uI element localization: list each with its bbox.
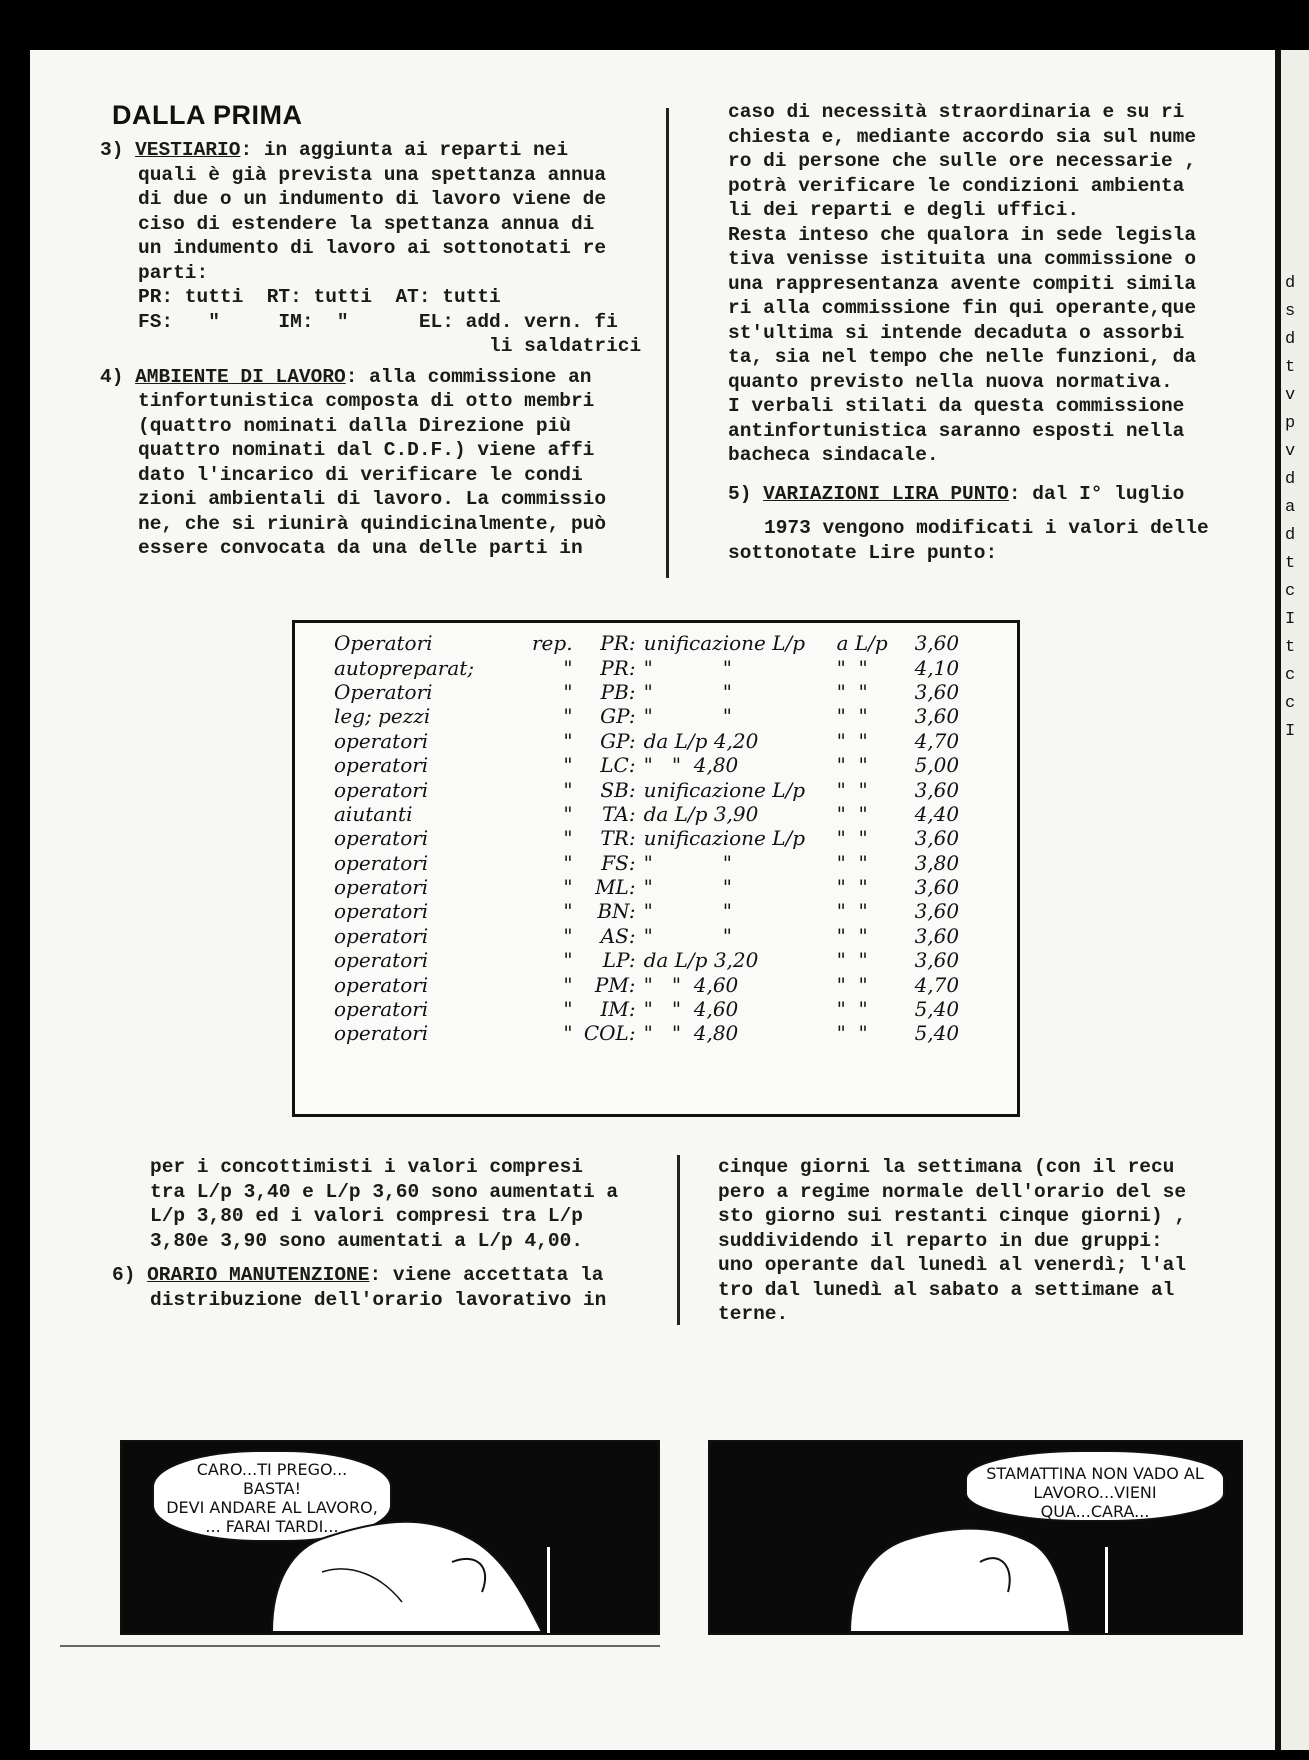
rate-row bbox=[330, 851, 979, 875]
rate-rep: " bbox=[563, 753, 573, 778]
rate-to: " " bbox=[836, 655, 868, 680]
text-line: zioni ambientali di lavoro. La commissio bbox=[138, 488, 607, 510]
text-line: essere convocata da una delle parti in bbox=[138, 537, 583, 559]
rate-value: 3,60 bbox=[914, 704, 960, 729]
rate-rep: " bbox=[563, 826, 573, 851]
rate-category: operatori bbox=[334, 728, 429, 753]
rate-category: operatori bbox=[334, 777, 429, 802]
text-line: potrà verificare le condizioni ambienta bbox=[728, 174, 1185, 197]
rate-category: operatori bbox=[334, 899, 429, 924]
rate-category: operatori bbox=[334, 826, 429, 851]
rate-dept-code: ML: bbox=[595, 875, 636, 900]
rate-dept-code: TR: bbox=[600, 826, 636, 851]
rate-rep: " bbox=[563, 704, 573, 729]
rate-to: " " bbox=[836, 704, 868, 729]
rate-row bbox=[330, 655, 979, 679]
text-line: ciso di estendere la spettanza annua di bbox=[138, 212, 595, 235]
rate-dept-code: PM: bbox=[594, 972, 636, 997]
right-column-top bbox=[728, 100, 1248, 565]
rate-category: leg; pezzi bbox=[334, 704, 431, 729]
comic-panel-right bbox=[708, 1440, 1243, 1635]
rate-to: " " bbox=[836, 1021, 868, 1046]
sec3-body bbox=[100, 163, 660, 359]
rate-rep: " bbox=[563, 1021, 573, 1046]
text-line: ro di persone che sulle ore necessarie , bbox=[728, 150, 1197, 172]
rate-from: " " 4,60 bbox=[643, 997, 739, 1022]
rate-to: " " bbox=[836, 899, 868, 924]
rate-row bbox=[330, 948, 979, 972]
rate-value: 3,60 bbox=[914, 923, 960, 948]
rate-category: operatori bbox=[334, 850, 429, 875]
speech-bubble-left: CARO...TI PREGO... BASTA! DEVI ANDARE AL LAVORO, ... FARAI TARDI... bbox=[152, 1450, 392, 1542]
rate-dept-code: FS: bbox=[601, 850, 636, 875]
text-line: uno operante dal lunedì al venerdì; l'al bbox=[718, 1254, 1187, 1276]
text-line: quattro nominati dal C.D.F.) viene affi bbox=[138, 439, 595, 461]
rate-from: da L/p 3,90 bbox=[643, 801, 759, 826]
rate-dept-code: IM: bbox=[600, 997, 636, 1022]
rate-from: unificazione L/p bbox=[643, 826, 806, 851]
rate-row bbox=[330, 997, 979, 1021]
rate-to: " " bbox=[836, 923, 868, 948]
text-line: quanto previsto nella nuova normativa. bbox=[728, 370, 1173, 393]
text-line: tro dal lunedì al sabato a settimane al bbox=[718, 1278, 1175, 1301]
rate-row bbox=[330, 680, 979, 704]
column-divider-bottom bbox=[677, 1155, 680, 1325]
rate-to: " " bbox=[836, 826, 868, 851]
rate-category: operatori bbox=[334, 875, 429, 900]
rate-value: 3,80 bbox=[914, 850, 960, 875]
text-line: cinque giorni la settimana (con il recu bbox=[718, 1156, 1175, 1178]
rate-value: 4,70 bbox=[914, 972, 960, 997]
lira-punto-table bbox=[330, 631, 979, 1046]
rate-category: operatori bbox=[334, 972, 429, 997]
sec4-title: AMBIENTE DI LAVORO bbox=[135, 365, 346, 388]
text-line: 1973 vengono modificati i valori delle bbox=[764, 517, 1209, 539]
rate-rep: " bbox=[563, 679, 573, 704]
text-line: un indumento di lavoro ai sottonotati re bbox=[138, 237, 607, 259]
rate-from: " " bbox=[643, 923, 732, 948]
text-line: caso di necessità straordinaria e su ri bbox=[728, 101, 1185, 123]
rate-to: " " bbox=[836, 972, 868, 997]
text-line: distribuzione dell'orario lavorativo in bbox=[150, 1288, 607, 1311]
rate-to: " " bbox=[836, 875, 868, 900]
text-line: bacheca sindacale. bbox=[728, 444, 939, 466]
rate-from: " " bbox=[643, 875, 732, 900]
rate-category: Operatori bbox=[334, 679, 433, 704]
rate-to: " " bbox=[836, 948, 868, 973]
rate-dept-code: LP: bbox=[602, 948, 636, 973]
rate-rep: " bbox=[563, 655, 573, 680]
text-line: antinfortunistica saranno esposti nella bbox=[728, 419, 1185, 442]
sec3-title: VESTIARIO bbox=[135, 139, 241, 161]
rate-from: " " bbox=[643, 704, 732, 729]
rate-to: " " bbox=[836, 679, 868, 704]
rate-category: operatori bbox=[334, 997, 429, 1022]
rate-category: operatori bbox=[334, 923, 429, 948]
rate-rep: " bbox=[563, 777, 573, 802]
rate-value: 5,40 bbox=[914, 1021, 960, 1046]
rate-dept-code: TA: bbox=[602, 801, 636, 826]
rate-from: " " 4,80 bbox=[643, 1021, 739, 1046]
text-line: li saldatrici bbox=[138, 335, 642, 357]
text-line: tra L/p 3,40 e L/p 3,60 sono aumentati a bbox=[150, 1180, 619, 1203]
rate-rep: " bbox=[563, 875, 573, 900]
rate-to: a L/p bbox=[836, 631, 888, 656]
rate-value: 3,60 bbox=[914, 679, 960, 704]
rate-from: " " 4,80 bbox=[643, 753, 739, 778]
rate-dept-code: COL: bbox=[583, 1021, 636, 1046]
rate-dept-code: PR: bbox=[600, 631, 636, 656]
text-line: ne, che si riunirà quindicinalmente, può bbox=[138, 512, 607, 535]
sec4-first-line: 4) AMBIENTE DI LAVORO: alla commissione an bbox=[100, 365, 592, 388]
rate-value: 3,60 bbox=[914, 631, 960, 656]
rate-from: unificazione L/p bbox=[643, 631, 806, 656]
rate-to: " " bbox=[836, 728, 868, 753]
text-line: terne. bbox=[718, 1303, 789, 1325]
rate-to: " " bbox=[836, 997, 868, 1022]
rate-value: 5,00 bbox=[914, 753, 960, 778]
column-divider-top bbox=[666, 108, 669, 578]
rate-dept-code: GP: bbox=[600, 728, 636, 753]
rate-from: " " bbox=[643, 655, 732, 680]
text-line: (quattro nominati dalla Direzione più bbox=[138, 414, 571, 437]
rate-rep: " bbox=[563, 923, 573, 948]
text-line: sto giorno sui restanti cinque giorni) , bbox=[718, 1205, 1187, 1227]
text-line: parti: bbox=[138, 261, 209, 284]
rate-category: operatori bbox=[334, 1021, 429, 1046]
rate-rep: " bbox=[563, 899, 573, 924]
rate-rep: " bbox=[563, 850, 573, 875]
rate-from: " " bbox=[643, 899, 732, 924]
lira-punto-table-box bbox=[292, 620, 1020, 1117]
rate-from: " " 4,60 bbox=[643, 972, 739, 997]
rate-rep: " bbox=[563, 801, 573, 826]
rate-to: " " bbox=[836, 850, 868, 875]
rate-rep: " bbox=[563, 997, 573, 1022]
rate-from: da L/p 3,20 bbox=[643, 948, 759, 973]
rate-category: operatori bbox=[334, 948, 429, 973]
text-line: quali è già prevista una spettanza annua bbox=[138, 163, 607, 186]
rate-value: 3,60 bbox=[914, 777, 960, 802]
rate-rep: " bbox=[563, 948, 573, 973]
rate-dept-code: PB: bbox=[600, 679, 636, 704]
bed-sleeper-illustration bbox=[122, 1442, 660, 1635]
rate-value: 3,60 bbox=[914, 875, 960, 900]
rate-dept-code: GP: bbox=[600, 704, 636, 729]
rate-row bbox=[330, 924, 979, 948]
text-line: chiesta e, mediante accordo sia sul nume bbox=[728, 125, 1197, 148]
sec3-first-line: 3) VESTIARIO: in aggiunta ai reparti nei bbox=[100, 139, 569, 161]
text-line: tinfortunistica composta di otto membri bbox=[138, 390, 595, 412]
text-line: ri alla commissione fin qui operante,que bbox=[728, 297, 1197, 319]
rate-value: 4,40 bbox=[914, 801, 960, 826]
rate-from: " " bbox=[643, 679, 732, 704]
comic-panel-left bbox=[120, 1440, 660, 1635]
speech-bubble-right: STAMATTINA NON VADO AL LAVORO...VIENI QUA...CARA... bbox=[965, 1450, 1225, 1522]
rate-category: Operatori bbox=[334, 631, 433, 656]
rate-row bbox=[330, 704, 979, 728]
text-line: PR: tutti RT: tutti AT: tutti bbox=[138, 286, 501, 308]
adjacent-page-letters: d s d t v p v d a d t c I t c c I bbox=[1285, 274, 1296, 741]
bed-sleeper-illustration bbox=[710, 1442, 1243, 1635]
text-line: Resta inteso che qualora in sede legisla bbox=[728, 223, 1197, 246]
text-line: I verbali stilati da questa commissione bbox=[728, 395, 1185, 417]
rate-value: 4,70 bbox=[914, 728, 960, 753]
rate-dept-code: SB: bbox=[600, 777, 636, 802]
rate-to: " " bbox=[836, 777, 868, 802]
rate-row bbox=[330, 802, 979, 826]
rate-category: autopreparat; bbox=[334, 655, 475, 680]
rate-dept-code: BN: bbox=[597, 899, 636, 924]
text-line: L/p 3,80 ed i valori compresi tra L/p bbox=[150, 1205, 583, 1227]
rate-dept-code: PR: bbox=[600, 655, 636, 680]
rate-dept-code: AS: bbox=[600, 923, 636, 948]
rate-from: " " bbox=[643, 850, 732, 875]
sec5-first-line: 5) VARIAZIONI LIRA PUNTO: dal I° luglio bbox=[728, 482, 1185, 505]
page-heading: DALLA PRIMA bbox=[112, 100, 303, 130]
sec6-first-line: 6) ORARIO MANUTENZIONE: viene accettata la bbox=[112, 1264, 604, 1286]
rate-rep: " bbox=[563, 972, 573, 997]
rate-value: 3,60 bbox=[914, 826, 960, 851]
rate-row bbox=[330, 631, 979, 655]
sec4-body bbox=[100, 389, 660, 561]
left-column-bottom bbox=[112, 1155, 670, 1312]
rate-row bbox=[330, 1021, 979, 1045]
bottom-rule bbox=[60, 1645, 660, 1647]
rate-value: 4,10 bbox=[914, 655, 960, 680]
text-line: FS: " IM: " EL: add. vern. fi bbox=[138, 310, 618, 333]
rate-from: unificazione L/p bbox=[643, 777, 806, 802]
text-line: pero a regime normale dell'orario del se bbox=[718, 1180, 1187, 1203]
rate-to: " " bbox=[836, 801, 868, 826]
text-line: dato l'incarico di verificare le condi bbox=[138, 463, 583, 486]
rate-row bbox=[330, 875, 979, 899]
text-line: sottonotate Lire punto: bbox=[728, 541, 998, 564]
text-line: ta, sia nel tempo che nelle funzioni, da bbox=[728, 346, 1197, 368]
rate-row bbox=[330, 826, 979, 850]
rate-rep: rep. bbox=[532, 631, 573, 656]
text-line: di due o un indumento di lavoro viene de bbox=[138, 188, 607, 210]
left-column-top bbox=[100, 138, 660, 561]
text-line: per i concottimisti i valori compresi bbox=[150, 1156, 583, 1178]
text-line: una rappresentanza avente compiti simila bbox=[728, 272, 1197, 295]
rate-value: 5,40 bbox=[914, 997, 960, 1022]
text-line: 3,80e 3,90 sono aumentati a L/p 4,00. bbox=[150, 1229, 583, 1252]
sec5-title: VARIAZIONI LIRA PUNTO bbox=[763, 482, 1009, 505]
rate-value: 3,60 bbox=[914, 948, 960, 973]
rate-value: 3,60 bbox=[914, 899, 960, 924]
rate-row bbox=[330, 972, 979, 996]
text-line: li dei reparti e degli uffici. bbox=[728, 199, 1080, 221]
rate-category: operatori bbox=[334, 753, 429, 778]
rate-category: aiutanti bbox=[334, 801, 413, 826]
rate-dept-code: LC: bbox=[600, 753, 636, 778]
rate-to: " " bbox=[836, 753, 868, 778]
text-line: st'ultima si intende decaduta o assorbi bbox=[728, 321, 1185, 344]
right-column-bottom bbox=[718, 1155, 1238, 1327]
rate-row bbox=[330, 729, 979, 753]
rate-row bbox=[330, 899, 979, 923]
text-line: suddividendo il reparto in due gruppi: bbox=[718, 1229, 1163, 1252]
rate-row bbox=[330, 753, 979, 777]
rate-from: da L/p 4,20 bbox=[643, 728, 759, 753]
rate-rep: " bbox=[563, 728, 573, 753]
text-line: tiva venisse istituita una commissione o bbox=[728, 248, 1197, 270]
sec6-title: ORARIO MANUTENZIONE bbox=[147, 1264, 370, 1286]
rate-row bbox=[330, 777, 979, 801]
